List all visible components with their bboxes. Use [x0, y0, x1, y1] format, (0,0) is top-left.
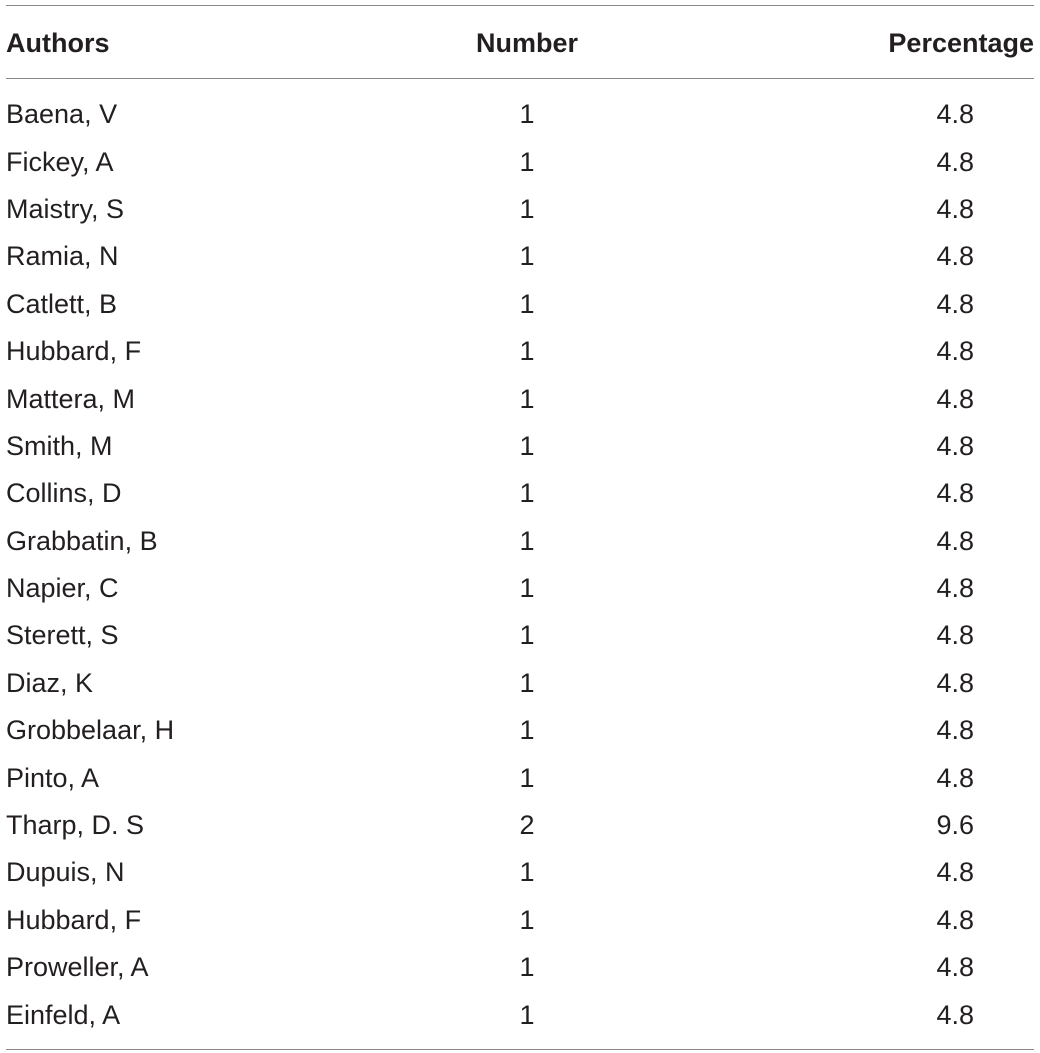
table-row	[6, 138, 1034, 185]
cell-author: Mattera, M	[6, 383, 136, 414]
table-row	[6, 375, 1034, 422]
cell-number: 1	[519, 573, 535, 604]
cell-percentage: 4.8	[936, 430, 974, 461]
cell-author: Collins, D	[6, 478, 122, 509]
cell-number: 1	[519, 99, 535, 130]
cell-percentage: 4.8	[936, 146, 974, 177]
cell-number: 1	[519, 241, 535, 272]
cell-number: 1	[519, 667, 535, 698]
cell-number: 1	[519, 904, 535, 935]
table-body	[6, 79, 1034, 1049]
table-row	[6, 754, 1034, 801]
cell-author: Smith, M	[6, 430, 113, 461]
cell-author: Ramia, N	[6, 241, 119, 272]
cell-author: Napier, C	[6, 573, 119, 604]
cell-author: Grobbelaar, H	[6, 715, 175, 746]
table-row	[6, 565, 1034, 612]
cell-author: Dupuis, N	[6, 857, 125, 888]
cell-author: Proweller, A	[6, 952, 149, 983]
cell-number: 1	[519, 430, 535, 461]
table-row	[6, 660, 1034, 707]
cell-percentage: 9.6	[936, 810, 974, 841]
cell-number: 1	[519, 288, 535, 319]
table-row	[6, 897, 1034, 944]
table-row	[6, 518, 1034, 565]
cell-author: Baena, V	[6, 99, 118, 130]
cell-author: Fickey, A	[6, 146, 114, 177]
cell-percentage: 4.8	[936, 952, 974, 983]
cell-author: Catlett, B	[6, 288, 118, 319]
cell-percentage: 4.8	[936, 478, 974, 509]
cell-number: 1	[519, 762, 535, 793]
cell-percentage: 4.8	[936, 762, 974, 793]
table-header-row	[6, 6, 1034, 78]
table-row	[6, 423, 1034, 470]
cell-number: 1	[519, 715, 535, 746]
cell-number: 1	[519, 478, 535, 509]
authors-table	[6, 5, 1034, 1050]
table-row	[6, 612, 1034, 659]
cell-percentage: 4.8	[936, 288, 974, 319]
cell-author: Hubbard, F	[6, 904, 142, 935]
cell-author: Diaz, K	[6, 667, 94, 698]
cell-percentage: 4.8	[936, 383, 974, 414]
cell-percentage: 4.8	[936, 336, 974, 367]
cell-percentage: 4.8	[936, 715, 974, 746]
cell-percentage: 4.8	[936, 99, 974, 130]
cell-author: Tharp, D. S	[6, 810, 145, 841]
cell-percentage: 4.8	[936, 904, 974, 935]
header-number: Number	[475, 27, 578, 58]
cell-number: 1	[519, 620, 535, 651]
table-row	[6, 91, 1034, 138]
table-row	[6, 186, 1034, 233]
cell-number: 1	[519, 193, 535, 224]
table-row	[6, 328, 1034, 375]
cell-author: Maistry, S	[6, 193, 125, 224]
cell-number: 1	[519, 336, 535, 367]
cell-author: Hubbard, F	[6, 336, 142, 367]
cell-author: Sterett, S	[6, 620, 119, 651]
cell-number: 1	[519, 146, 535, 177]
cell-number: 1	[519, 952, 535, 983]
table-row	[6, 233, 1034, 280]
table-row	[6, 849, 1034, 896]
cell-number: 2	[519, 810, 535, 841]
cell-number: 1	[519, 383, 535, 414]
table-row	[6, 707, 1034, 754]
header-percentage: Percentage	[888, 27, 1034, 58]
table-row	[6, 281, 1034, 328]
cell-percentage: 4.8	[936, 525, 974, 556]
header-authors: Authors	[6, 27, 110, 58]
cell-author: Einfeld, A	[6, 999, 121, 1030]
cell-number: 1	[519, 525, 535, 556]
cell-author: Grabbatin, B	[6, 525, 158, 556]
table-row	[6, 944, 1034, 991]
cell-percentage: 4.8	[936, 857, 974, 888]
table-row	[6, 991, 1034, 1038]
cell-percentage: 4.8	[936, 620, 974, 651]
cell-percentage: 4.8	[936, 241, 974, 272]
cell-percentage: 4.8	[936, 999, 974, 1030]
cell-author: Pinto, A	[6, 762, 100, 793]
cell-percentage: 4.8	[936, 667, 974, 698]
cell-number: 1	[519, 857, 535, 888]
cell-percentage: 4.8	[936, 573, 974, 604]
cell-number: 1	[519, 999, 535, 1030]
cell-percentage: 4.8	[936, 193, 974, 224]
table-row	[6, 470, 1034, 517]
table-row	[6, 802, 1034, 849]
table-bottom-rule	[6, 1049, 1034, 1050]
